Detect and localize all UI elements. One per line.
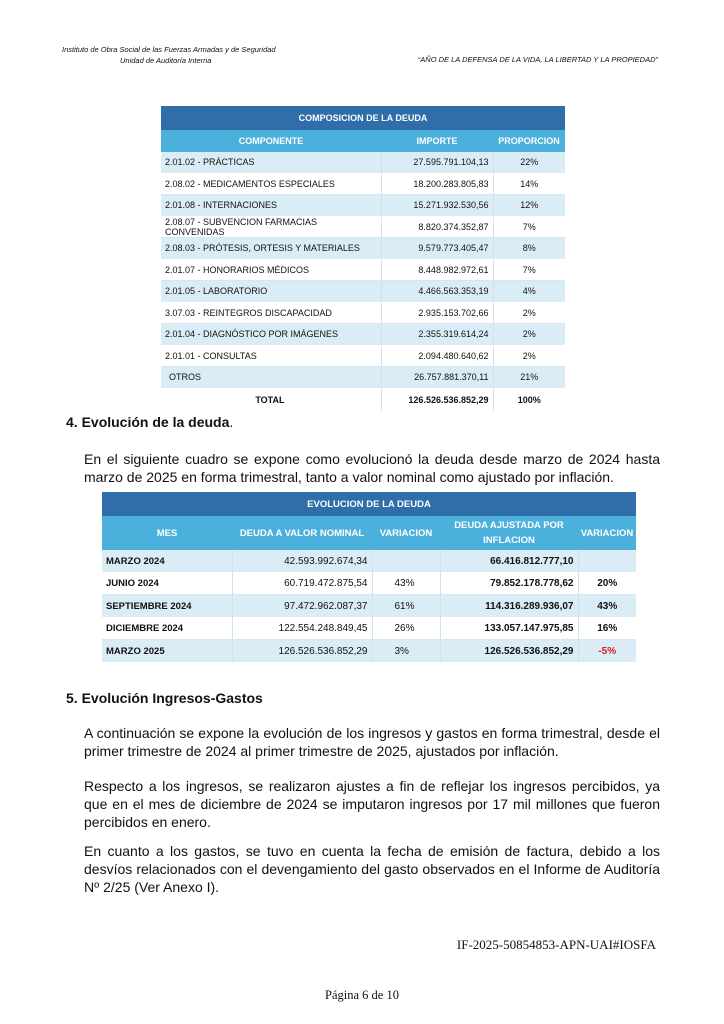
component-share: 8%	[493, 238, 565, 260]
component-amount: 2.935.153.702,66	[381, 302, 493, 324]
adjusted-cell: 133.057.147.975,85	[440, 617, 578, 640]
component-name: 2.08.07 - SUBVENCION FARMACIAS CONVENIDAS	[161, 216, 381, 238]
header-institution: Instituto de Obra Social de las Fuerzas Armadas y de Seguridad	[62, 45, 276, 54]
total-amount: 126.526.536.852,29	[381, 388, 493, 411]
component-amount: 27.595.791.104,13	[381, 152, 493, 173]
component-share: 12%	[493, 195, 565, 217]
variation-cell: 3%	[372, 640, 440, 663]
nominal-cell: 122.554.248.849,45	[232, 617, 372, 640]
component-share: 7%	[493, 216, 565, 238]
debt-composition-table	[161, 106, 565, 412]
section-5-paragraph-1: A continuación se expone la evolución de los ingresos y gastos en forma trimestral, desde el primer trimestre de 2024 al primer trimestre de 2025, ajustados por inflación.	[84, 725, 660, 759]
table-row	[161, 216, 565, 238]
adjusted-cell: 66.416.812.777,10	[440, 550, 578, 572]
component-amount: 8.448.982.972,61	[381, 259, 493, 281]
table-row	[161, 324, 565, 346]
component-share: 7%	[493, 259, 565, 281]
table-row	[102, 572, 636, 595]
col-header-nominal: DEUDA A VALOR NOMINAL	[232, 516, 372, 550]
section-4-paragraph: En el siguiente cuadro se expone como evolucionó la deuda desde marzo de 2024 hasta marzo de 2025 en forma trimestral, tanto a valor nominal como ajustado por inflación.	[84, 451, 660, 485]
section-4-heading-dot: .	[229, 414, 234, 430]
month-cell: JUNIO 2024	[102, 572, 232, 595]
nominal-cell: 42.593.992.674,34	[232, 550, 372, 572]
component-name: 3.07.03 - REINTEGROS DISCAPACIDAD	[161, 302, 381, 324]
month-cell: MARZO 2024	[102, 550, 232, 572]
table-row	[161, 152, 565, 173]
section-5-heading: 5. Evolución Ingresos-Gastos	[66, 690, 263, 706]
page-number: Página 6 de 10	[325, 988, 399, 1002]
table-row	[161, 238, 565, 260]
component-name: 2.08.03 - PRÓTESIS, ORTESIS Y MATERIALES	[161, 238, 381, 260]
component-share: 14%	[493, 173, 565, 195]
table-row	[161, 173, 565, 195]
table-row	[161, 259, 565, 281]
document-id: IF-2025-50854853-APN-UAI#IOSFA	[456, 937, 656, 952]
table-row	[102, 550, 636, 572]
table-row	[102, 595, 636, 618]
table-row	[161, 367, 565, 389]
total-share: 100%	[493, 388, 565, 411]
variation-adjusted-cell: -5%	[578, 640, 636, 663]
component-share: 4%	[493, 281, 565, 303]
header-unit: Unidad de Auditoría Interna	[120, 56, 212, 65]
total-label: TOTAL	[161, 388, 381, 411]
section-4-heading-text: 4. Evolución de la deuda	[66, 414, 230, 430]
variation-adjusted-cell: 20%	[578, 572, 636, 595]
composition-title: COMPOSICION DE LA DEUDA	[161, 106, 565, 130]
col-header-month: MES	[102, 516, 232, 550]
component-share: 22%	[493, 152, 565, 173]
month-cell: SEPTIEMBRE 2024	[102, 595, 232, 618]
col-header-variation: VARIACION	[372, 516, 440, 550]
variation-cell: 61%	[372, 595, 440, 618]
component-amount: 4.466.563.353,19	[381, 281, 493, 303]
variation-cell	[372, 550, 440, 572]
nominal-cell: 60.719.472.875,54	[232, 572, 372, 595]
component-amount: 8.820.374.352,87	[381, 216, 493, 238]
variation-cell: 26%	[372, 617, 440, 640]
variation-adjusted-cell	[578, 550, 636, 572]
table-row	[161, 302, 565, 324]
col-header-amount: IMPORTE	[381, 130, 493, 152]
month-cell: MARZO 2025	[102, 640, 232, 663]
nominal-cell: 126.526.536.852,29	[232, 640, 372, 663]
component-amount: 2.094.480.640,62	[381, 345, 493, 367]
table-row	[161, 281, 565, 303]
section-5-paragraph-2: Respecto a los ingresos, se realizaron ajustes a fin de reflejar los ingresos percibidos, ya que en el mes de diciembre de 2024 se imputaron ingresos por 17 mil millones que fueron percibidos en enero.	[84, 778, 660, 830]
component-amount: 18.200.283.805,83	[381, 173, 493, 195]
adjusted-cell: 79.852.178.778,62	[440, 572, 578, 595]
component-amount: 9.579.773.405,47	[381, 238, 493, 260]
month-cell: DICIEMBRE 2024	[102, 617, 232, 640]
variation-cell: 43%	[372, 572, 440, 595]
component-amount: 2.355.319.614,24	[381, 324, 493, 346]
variation-adjusted-cell: 16%	[578, 617, 636, 640]
component-share: 2%	[493, 324, 565, 346]
component-name: 2.01.02 - PRÁCTICAS	[161, 152, 381, 173]
header-motto: “AÑO DE LA DEFENSA DE LA VIDA, LA LIBERTAD Y LA PROPIEDAD”	[417, 55, 658, 64]
table-row	[161, 345, 565, 367]
evolution-title: EVOLUCION DE LA DEUDA	[102, 492, 636, 516]
table-row	[102, 617, 636, 640]
component-name: 2.01.07 - HONORARIOS MÉDICOS	[161, 259, 381, 281]
debt-evolution-table	[102, 492, 636, 662]
adjusted-cell: 126.526.536.852,29	[440, 640, 578, 663]
col-header-variation-adjusted: VARIACION	[578, 516, 636, 550]
table-row	[102, 640, 636, 663]
component-name: 2.01.04 - DIAGNÓSTICO POR IMÁGENES	[161, 324, 381, 346]
header-institution-block	[62, 44, 276, 66]
total-row	[161, 388, 565, 411]
section-5-paragraph-3: En cuanto a los gastos, se tuvo en cuenta la fecha de emisión de factura, debido a los desvíos relacionados con el devengamiento del gasto observados en el Informe de Auditoría Nº 2/25 (Ver Anexo I).	[84, 843, 660, 895]
table-row	[161, 195, 565, 217]
component-name: OTROS	[161, 367, 381, 389]
component-amount: 15.271.932.530,56	[381, 195, 493, 217]
component-amount: 26.757.881.370,11	[381, 367, 493, 389]
nominal-cell: 97.472.962.087,37	[232, 595, 372, 618]
variation-adjusted-cell: 43%	[578, 595, 636, 618]
col-header-component: COMPONENTE	[161, 130, 381, 152]
component-name: 2.01.05 - LABORATORIO	[161, 281, 381, 303]
component-share: 2%	[493, 302, 565, 324]
col-header-share: PROPORCION	[493, 130, 565, 152]
component-name: 2.08.02 - MEDICAMENTOS ESPECIALES	[161, 173, 381, 195]
component-name: 2.01.08 - INTERNACIONES	[161, 195, 381, 217]
component-name: 2.01.01 - CONSULTAS	[161, 345, 381, 367]
col-header-adjusted: DEUDA AJUSTADA POR INFLACION	[440, 516, 578, 550]
component-share: 2%	[493, 345, 565, 367]
adjusted-cell: 114.316.289.936,07	[440, 595, 578, 618]
component-share: 21%	[493, 367, 565, 389]
section-4-heading	[66, 414, 233, 430]
